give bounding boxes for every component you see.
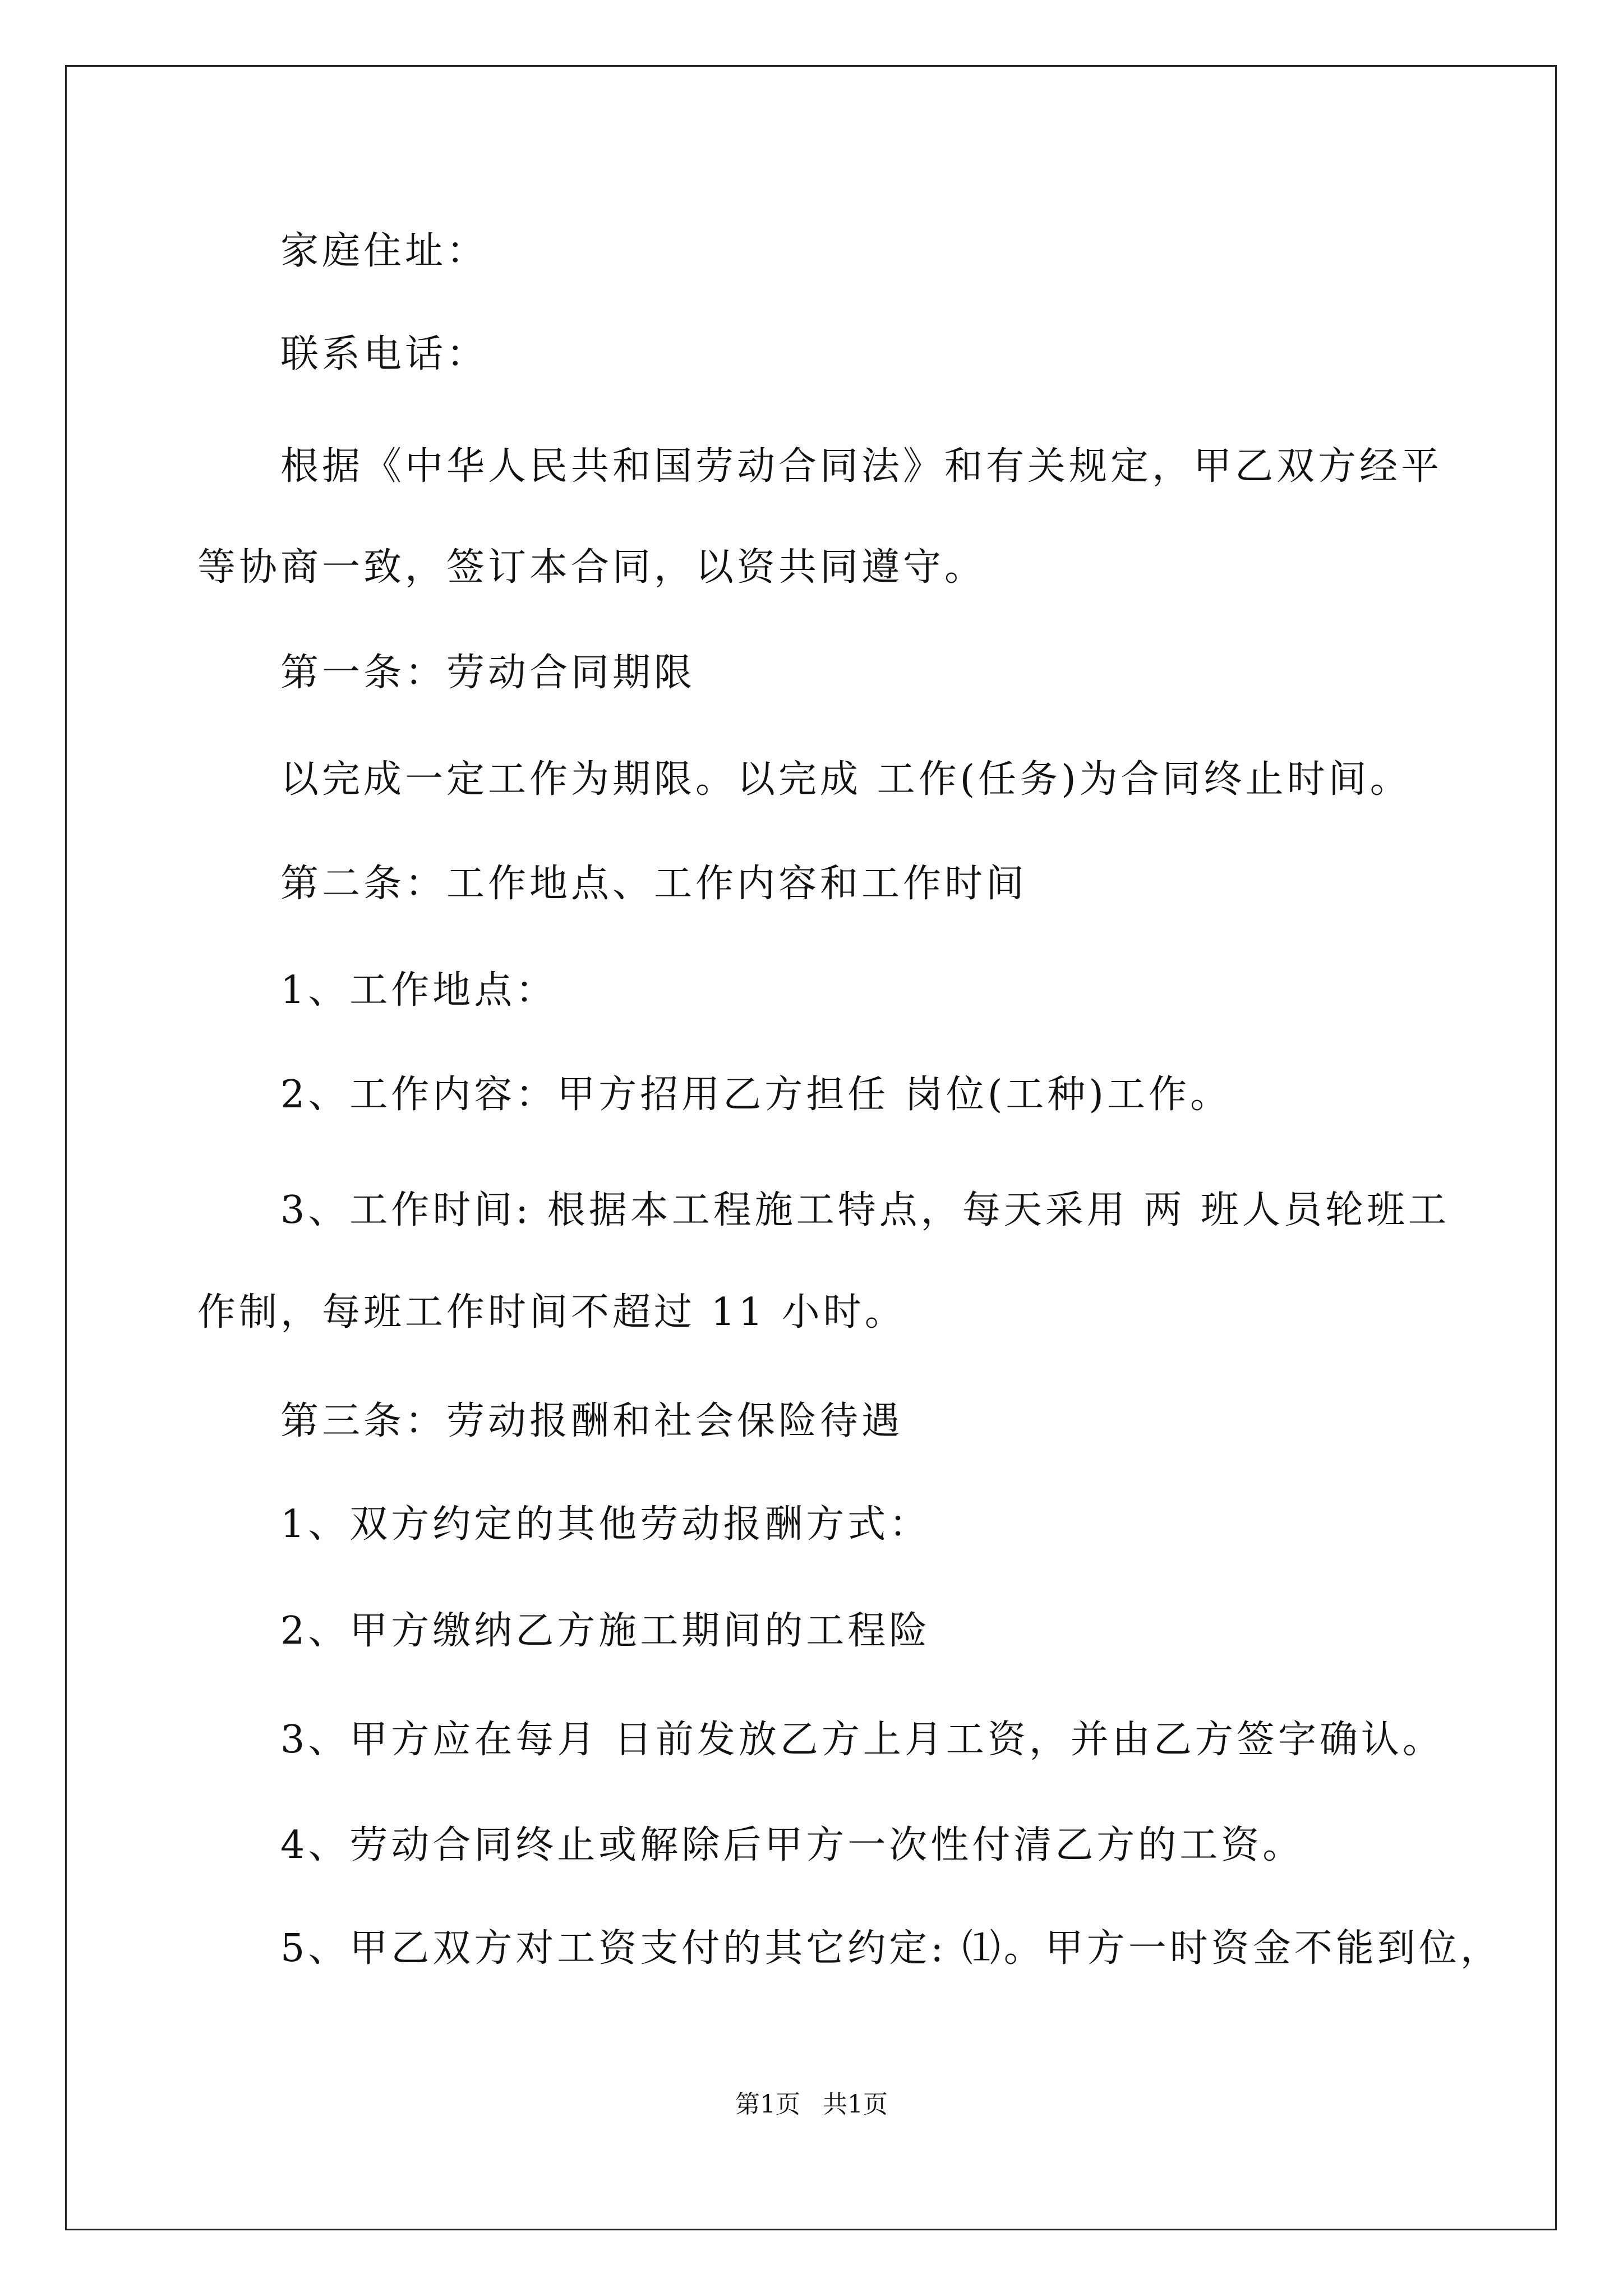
article-3-item-5: 5、甲乙双方对工资支付的其它约定: ⑴。甲方一时资金不能到位， bbox=[280, 1926, 1502, 1971]
page-number: 第1页 bbox=[735, 2090, 800, 2119]
article-3-item-1: 1、双方约定的其他劳动报酬方式： bbox=[280, 1502, 931, 1547]
field-home-address: 家庭住址： bbox=[280, 229, 488, 273]
article-2-item-3-line-1: 3、工作时间: 根据本工程施工特点，每天采用 两 班人员轮班工 bbox=[280, 1188, 1450, 1232]
field-contact-phone: 联系电话： bbox=[280, 332, 488, 376]
article-3-item-4: 4、劳动合同终止或解除后甲方一次性付清乙方的工资。 bbox=[280, 1823, 1304, 1867]
article-1-text: 以完成一定工作为期限。以完成 工作(任务)为合同终止时间。 bbox=[280, 757, 1412, 802]
article-2-item-1: 1、工作地点： bbox=[280, 968, 557, 1013]
page-total: 共1页 bbox=[823, 2090, 888, 2119]
article-3-item-2: 2、甲方缴纳乙方施工期间的工程险 bbox=[280, 1609, 931, 1653]
article-2-item-2: 2、工作内容：甲方招用乙方担任 岗位(工种)工作。 bbox=[280, 1073, 1232, 1117]
paragraph-preamble-line-2: 等协商一致，签订本合同，以资共同遵守。 bbox=[197, 545, 986, 590]
article-1-heading: 第一条：劳动合同期限 bbox=[280, 651, 696, 695]
paragraph-preamble-line-1: 根据《中华人民共和国劳动合同法》和有关规定，甲乙双方经平 bbox=[280, 444, 1443, 489]
article-2-heading: 第二条：工作地点、工作内容和工作时间 bbox=[280, 862, 1028, 906]
page-footer bbox=[0, 2089, 1623, 2120]
article-2-item-3-line-2: 作制，每班工作时间不超过 11 小时。 bbox=[197, 1290, 906, 1335]
page-border bbox=[65, 65, 1557, 2230]
article-3-heading: 第三条：劳动报酬和社会保险待遇 bbox=[280, 1399, 903, 1443]
article-3-item-3: 3、甲方应在每月 日前发放乙方上月工资，并由乙方签字确认。 bbox=[280, 1718, 1444, 1762]
